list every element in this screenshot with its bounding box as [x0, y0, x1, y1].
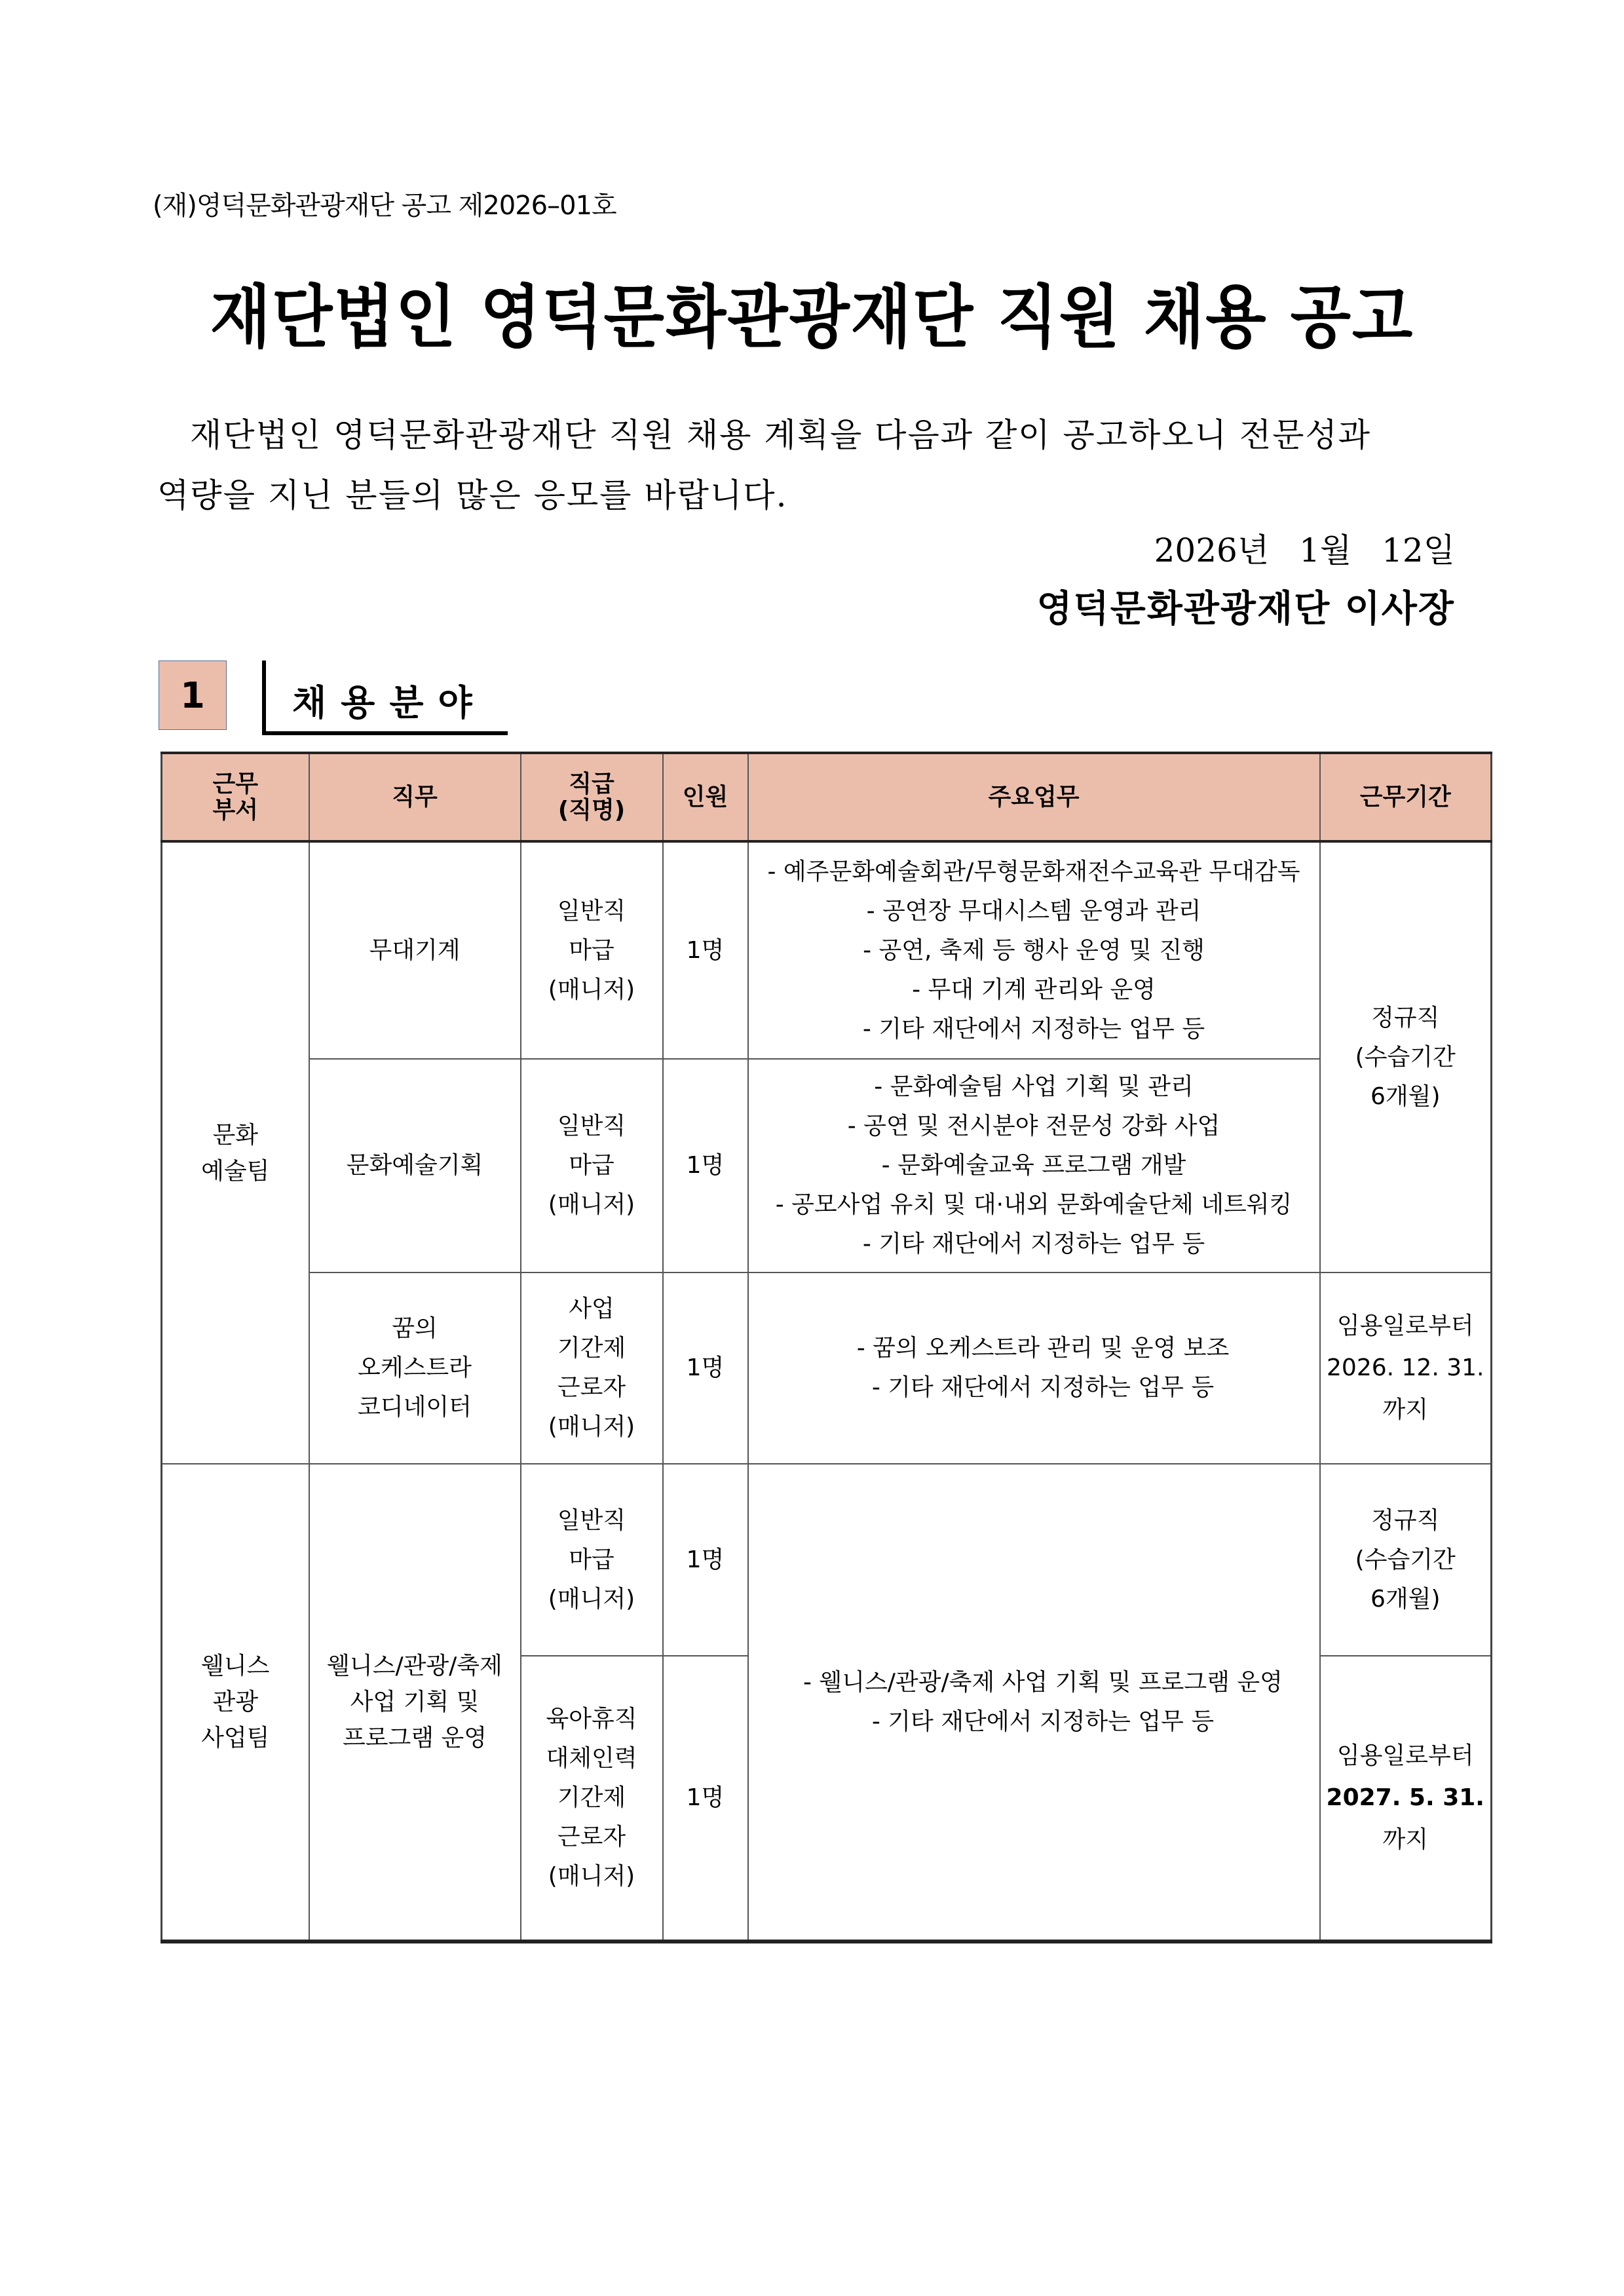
period-cell: [1320, 841, 1492, 1272]
grade-text: (매니저): [548, 976, 635, 1003]
recruitment-table: [161, 752, 1492, 1943]
duty-item: - 공연 및 전시분야 전문성 강화 사업: [847, 1113, 1220, 1139]
duty-item: - 공모사업 유치 및 대·내외 문화예술단체 네트워킹: [775, 1191, 1293, 1218]
duty-item: - 웰니스/관광/축제 사업 기획 및 프로그램 운영: [803, 1668, 1283, 1696]
headcount-cell: 1명: [663, 1464, 748, 1656]
col-header-text: 직무: [392, 783, 438, 811]
grade-text: 마급: [569, 936, 614, 964]
job-cell: [309, 1464, 521, 1942]
duty-item: - 공연장 무대시스템 운영과 관리: [866, 897, 1201, 925]
col-header-text: 인원: [682, 783, 728, 811]
col-header-headcount: [663, 753, 748, 841]
period-text: 정규직: [1371, 1506, 1440, 1534]
grade-text: 대체인력: [546, 1745, 637, 1772]
col-header-text: 부서: [212, 796, 259, 824]
duty-item: - 예주문화예술회관/무형문화재전수교육관 무대감독: [767, 858, 1300, 885]
section-number-badge: 1: [159, 660, 227, 730]
grade-cell: [521, 1464, 663, 1656]
period-text: 2026. 12. 31.: [1327, 1354, 1484, 1381]
period-text: (수습기간: [1355, 1546, 1456, 1573]
period-text: 까지: [1382, 1826, 1429, 1853]
col-header-department: [162, 753, 309, 841]
grade-text: 근로자: [557, 1824, 626, 1850]
table-row: [162, 1464, 1492, 1656]
notice-number: (재)영덕문화관광재단 공고 제2026–01호: [153, 191, 616, 221]
col-header-text: 직급: [569, 770, 614, 797]
col-header-period: [1320, 753, 1492, 841]
period-end-date: 2027. 5. 31.: [1326, 1784, 1484, 1811]
table-row: [162, 1272, 1492, 1464]
grade-text: 일반직: [557, 1113, 626, 1139]
job-text: 웰니스/관광/축제: [327, 1653, 502, 1679]
period-text: (수습기간: [1355, 1043, 1456, 1071]
grade-cell: [521, 1059, 663, 1272]
grade-text: 사업: [569, 1295, 614, 1322]
grade-text: 기간제: [557, 1335, 626, 1362]
duties-cell: [748, 1464, 1320, 1942]
headcount-cell: 1명: [663, 1656, 748, 1942]
col-header-text: 주요업무: [988, 783, 1080, 811]
grade-text: (매니저): [548, 1863, 635, 1890]
duty-item: - 기타 재단에서 지정하는 업무 등: [862, 1015, 1205, 1043]
section-title: 채용분야: [292, 682, 487, 723]
col-header-text: (직명): [557, 796, 626, 824]
grade-cell: [521, 1272, 663, 1464]
department-text: 웰니스: [201, 1653, 270, 1679]
job-text: 꿈의: [392, 1315, 438, 1342]
duties-cell: [748, 1272, 1320, 1464]
job-text: 오케스트라: [358, 1354, 472, 1381]
job-text: 코디네이터: [358, 1394, 472, 1421]
grade-text: 근로자: [557, 1374, 626, 1401]
duty-item: - 기타 재단에서 지정하는 업무 등: [871, 1374, 1215, 1401]
intro-line-2: 역량을 지닌 분들의 많은 응모를 바랍니다.: [157, 476, 788, 514]
grade-text: 기간제: [557, 1784, 626, 1811]
period-cell: [1320, 1272, 1492, 1464]
period-text: 까지: [1382, 1396, 1429, 1423]
headcount-cell: 1명: [663, 841, 748, 1059]
col-header-text: 근무: [212, 770, 259, 797]
period-text: 임용일로부터: [1336, 1742, 1474, 1769]
col-header-job: [309, 753, 521, 841]
table-row: [162, 1059, 1492, 1272]
grade-cell: [521, 1656, 663, 1942]
signer: 영덕문화관광재단 이사장: [1036, 588, 1455, 630]
intro-paragraph: [157, 405, 1467, 526]
grade-text: (매니저): [548, 1585, 635, 1613]
grade-text: (매니저): [548, 1191, 635, 1218]
period-cell: [1320, 1464, 1492, 1656]
grade-text: 마급: [569, 1546, 614, 1573]
intro-line-1: 재단법인 영덕문화관광재단 직원 채용 계획을 다음과 같이 공고하오니 전문성과: [190, 416, 1372, 454]
department-cell: [162, 841, 309, 1464]
period-text: 6개월): [1370, 1082, 1441, 1110]
job-text: 프로그램 운영: [342, 1725, 487, 1751]
duties-cell: [748, 1059, 1320, 1272]
duties-cell: [748, 841, 1320, 1059]
grade-text: 일반직: [557, 1506, 626, 1534]
department-text: 문화: [212, 1121, 259, 1149]
department-text: 사업팀: [201, 1725, 270, 1751]
page-title: 재단법인 영덕문화관광재단 직원 채용 공고: [210, 277, 1414, 357]
grade-text: (매니저): [548, 1413, 635, 1440]
period-text: 임용일로부터: [1336, 1312, 1474, 1339]
duty-item: - 공연, 축제 등 행사 운영 및 진행: [863, 936, 1205, 964]
period-cell: [1320, 1656, 1492, 1942]
duty-item: - 무대 기계 관리와 운영: [912, 976, 1156, 1003]
duty-item: - 문화예술팀 사업 기획 및 관리: [874, 1073, 1194, 1100]
job-text: 사업 기획 및: [350, 1689, 480, 1715]
table-header-row: [162, 753, 1492, 841]
job-cell: [309, 1272, 521, 1464]
duty-item: - 꿈의 오케스트라 관리 및 운영 보조: [856, 1335, 1230, 1362]
duty-item: - 문화예술교육 프로그램 개발: [881, 1152, 1186, 1179]
period-text: 6개월): [1370, 1585, 1441, 1613]
announcement-date: 2026년 1월 12일: [1154, 531, 1455, 569]
period-text: 정규직: [1371, 1004, 1440, 1031]
table-row: [162, 841, 1492, 1059]
department-cell: [162, 1464, 309, 1942]
headcount-cell: 1명: [663, 1272, 748, 1464]
duty-item: - 기타 재단에서 지정하는 업무 등: [862, 1231, 1205, 1257]
department-text: 관광: [212, 1689, 259, 1715]
grade-cell: [521, 841, 663, 1059]
grade-text: 마급: [569, 1152, 614, 1179]
grade-text: 일반직: [557, 897, 626, 925]
job-cell: 무대기계: [309, 841, 521, 1059]
col-header-duties: [748, 753, 1320, 841]
col-header-text: 근무기간: [1359, 783, 1451, 811]
department-text: 예술팀: [201, 1157, 270, 1185]
section-title-box: [262, 660, 508, 735]
duty-item: - 기타 재단에서 지정하는 업무 등: [871, 1708, 1215, 1735]
headcount-cell: 1명: [663, 1059, 748, 1272]
grade-text: 육아휴직: [546, 1706, 637, 1732]
col-header-grade: [521, 753, 663, 841]
job-cell: 문화예술기획: [309, 1059, 521, 1272]
